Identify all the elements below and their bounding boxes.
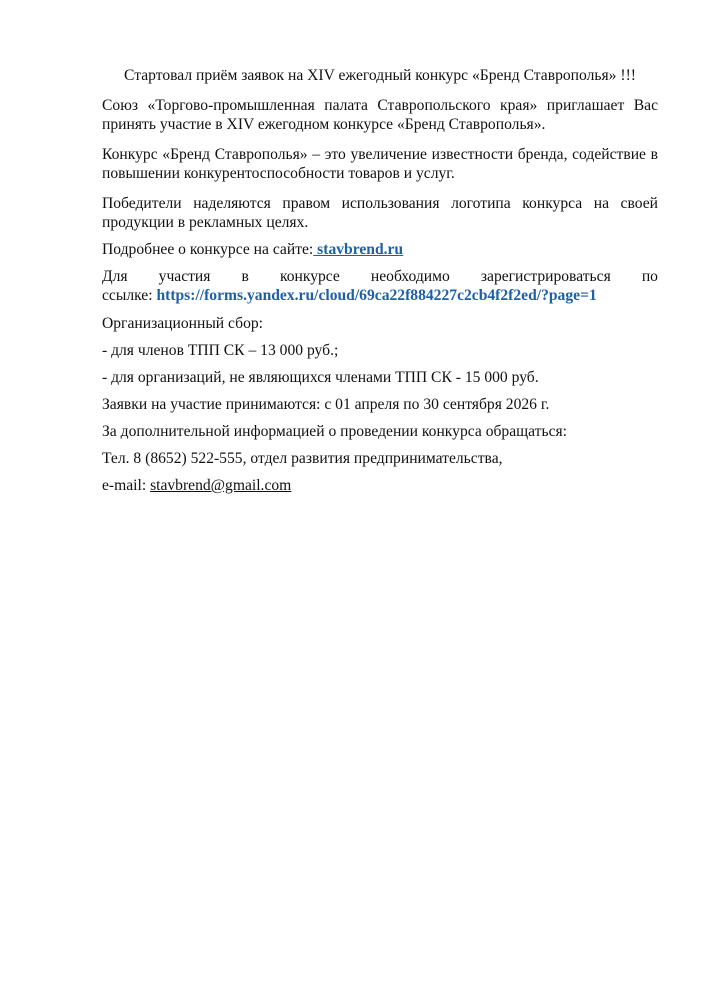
document-page [102,66,658,503]
fee-members: - для членов ТПП СК – 13 000 руб.; [102,342,339,359]
email-link[interactable]: stavbrend@gmail.com [150,477,292,494]
contact-intro: За дополнительной информацией о проведении конкурса обращаться: [102,423,568,440]
register-word: необходимо [370,268,450,285]
register-word: зарегистрироваться [480,268,611,285]
deadline: Заявки на участие принимаются: с 01 апреля по 30 сентября 2026 г. [102,396,550,413]
site-link[interactable]: stavbrend.ru [313,241,404,258]
register-link[interactable]: https://forms.yandex.ru/cloud/69ca22f884227c2cb4f2f2ed/?page=1 [156,287,597,304]
register-line-2 [102,286,658,305]
register-prefix: ссылке: [102,287,157,304]
register-word: в [241,268,249,285]
email-prefix: e-mail: [102,477,151,494]
about-paragraph: Конкурс «Бренд Ставрополья» – это увеличение известности бренда, содействие в повышении конкурентоспособности товаров и услуг. [102,146,658,182]
register-paragraph [102,267,658,305]
site-prefix: Подробнее о конкурсе на сайте: [102,241,314,258]
register-word: Для [102,268,128,285]
winners-paragraph: Победители наделяются правом использования логотипа конкурса на своей продукции в рекламных целях. [102,195,658,231]
document-title: Стартовал приём заявок на XIV ежегодный конкурс «Бренд Ставрополья» !!! [124,67,636,84]
fee-title: Организационный сбор: [102,315,264,332]
phone-line: Тел. 8 (8652) 522-555, отдел развития предпринимательства, [102,450,503,467]
intro-paragraph: Союз «Торгово-промышленная палата Ставропольского края» приглашает Вас принять участие в XIV ежегодном конкурсе «Бренд Ставрополья». [102,97,658,133]
email-line [102,476,658,495]
site-paragraph [102,240,658,259]
fee-non-members: - для организаций, не являющихся членами ТПП СК - 15 000 руб. [102,369,539,386]
register-word: по [641,268,658,285]
register-line-1 [102,267,658,286]
register-word: конкурсе [279,268,340,285]
register-word: участия [158,268,211,285]
